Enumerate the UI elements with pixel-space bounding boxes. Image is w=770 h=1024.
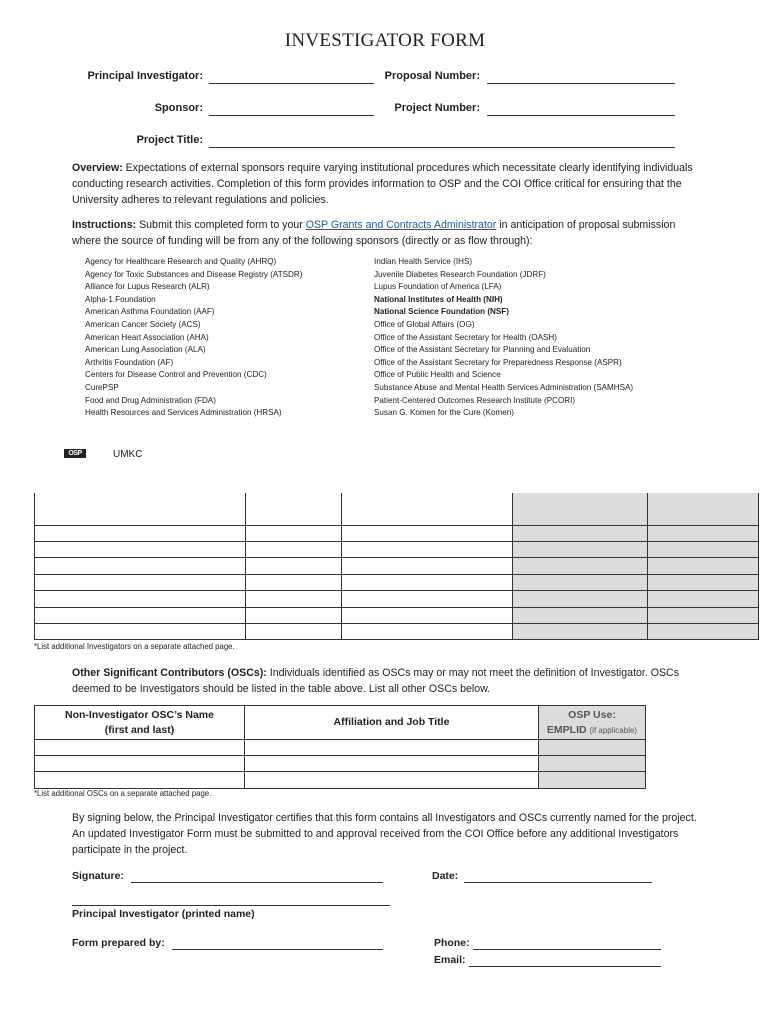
- osc-note: *List additional OSCs on a separate attached page.: [34, 789, 212, 798]
- instructions-pre: Submit this completed form to your: [136, 219, 306, 231]
- overview-paragraph: [72, 160, 702, 208]
- osc-label: Other Significant Contributors (OSCs):: [72, 667, 267, 679]
- proposal-number-input[interactable]: [487, 83, 675, 84]
- table-row: [35, 740, 646, 756]
- table-row: [35, 608, 759, 624]
- list-item: American Lung Association (ALA): [85, 345, 206, 355]
- list-item: Agency for Healthcare Research and Quality (AHRQ): [85, 257, 277, 266]
- list-item: Office of the Assistant Secretary for Planning and Evaluation: [374, 345, 591, 355]
- certification-paragraph: By signing below, the Principal Investigator certifies that this form contains all Investigators and OSCs currently named for the project. An updated Investigator Form must be submitted to and approval received from the COI Office before any additional Investigators participate in the project.: [72, 812, 697, 856]
- sponsor-list-left: [85, 256, 355, 420]
- osc-affiliation-header: Affiliation and Job Title: [245, 706, 539, 740]
- list-item: Alpha-1 Foundation: [85, 294, 156, 304]
- list-item: National Institutes of Health (NIH): [374, 294, 503, 304]
- list-item: Food and Drug Administration (FDA): [85, 395, 216, 405]
- list-item: CurePSP: [85, 382, 119, 392]
- instructions-label: Instructions:: [72, 219, 137, 231]
- list-item: Office of the Assistant Secretary for Preparedness Response (ASPR): [374, 357, 622, 367]
- osc-emplid-header: OSP Use: EMPLID (if applicable): [539, 706, 646, 740]
- list-item: Agency for Toxic Substances and Disease Registry (ATSDR): [85, 269, 303, 279]
- prepared-by-label: Form prepared by:: [72, 937, 165, 949]
- date-label: Date:: [432, 870, 459, 882]
- list-item: Susan G. Komen for the Cure (Komen): [374, 408, 514, 418]
- list-item: American Heart Association (AHA): [85, 332, 209, 342]
- email-label: Email:: [434, 954, 466, 966]
- sponsor-input[interactable]: [209, 115, 374, 116]
- list-item: Health Resources and Services Administration (HRSA): [85, 408, 282, 418]
- sponsor-label: Sponsor:: [154, 102, 203, 114]
- table-row: [35, 591, 759, 608]
- project-number-label: Project Number:: [394, 102, 480, 114]
- project-title-input[interactable]: [209, 147, 675, 148]
- osp-admin-link[interactable]: OSP Grants and Contracts Administrator: [305, 219, 497, 231]
- list-item: Office of the Assistant Secretary for Health (OASH): [374, 332, 557, 342]
- phone-label: Phone:: [434, 937, 470, 949]
- form-title: INVESTIGATOR FORM: [284, 30, 486, 51]
- instructions-paragraph: [72, 217, 702, 249]
- phone-input[interactable]: [473, 949, 661, 950]
- pi-label: Principal Investigator:: [87, 70, 203, 82]
- table-row: [35, 558, 759, 575]
- list-item: Arthritis Foundation (AF): [85, 357, 174, 367]
- signature-label: Signature:: [72, 870, 124, 882]
- pi-printed-name-label: Principal Investigator (printed name): [72, 908, 255, 920]
- table-row: [35, 756, 646, 772]
- table-row: [35, 575, 759, 591]
- list-item: Alliance for Lupus Research (ALR): [85, 282, 210, 292]
- overview-text: Expectations of external sponsors require varying institutional procedures which necessitate clearly identifying individuals conducting research activities. Completion of this form provides information to OSP and the COI Office critical for ensuring that the University adheres to relevant regulations and policies.: [72, 162, 693, 206]
- pi-input[interactable]: [209, 83, 374, 84]
- list-item: Centers for Disease Control and Prevention (CDC): [85, 370, 267, 380]
- osc-name-header: Non-Investigator OSC’s Name (first and last): [35, 706, 245, 740]
- project-number-input[interactable]: [487, 115, 675, 116]
- umkc-label: UMKC: [113, 449, 143, 460]
- list-item: Substance Abuse and Mental Health Services Administration (SAMHSA): [374, 382, 634, 392]
- investigators-table-wrap: [34, 493, 759, 641]
- table-row: [35, 624, 759, 640]
- email-input[interactable]: [469, 966, 661, 967]
- list-item: Office of Public Health and Science: [374, 370, 501, 380]
- list-item: Juvenile Diabetes Research Foundation (JDRF): [374, 269, 546, 279]
- list-item: Indian Health Service (IHS): [374, 257, 473, 266]
- list-item: Lupus Foundation of America (LFA): [374, 282, 502, 292]
- list-item: Patient-Centered Outcomes Research Institute (PCORI): [374, 395, 576, 405]
- sponsor-list-right: [374, 256, 694, 420]
- osc-text: Individuals identified as OSCs may or may not meet the definition of Investigator. OSCs deemed to be Investigators should be listed in the table above. List all other OSCs below.: [72, 667, 679, 695]
- list-item: American Asthma Foundation (AAF): [85, 307, 215, 317]
- project-title-label: Project Title:: [136, 134, 203, 146]
- list-item: American Cancer Society (ACS): [85, 319, 201, 329]
- table-row: [35, 772, 646, 789]
- signature-input[interactable]: [131, 882, 383, 883]
- list-item: National Science Foundation (NSF): [374, 307, 509, 317]
- pi-printed-name-input[interactable]: [72, 905, 390, 906]
- prepared-by-input[interactable]: [172, 949, 383, 950]
- instructions-post: in anticipation of proposal submission where the source of funding will be from any of the following sponsors (directly or as flow through):: [72, 219, 676, 247]
- list-item: Office of Global Affairs (OG): [374, 319, 475, 329]
- osp-logo: OSP: [64, 449, 86, 458]
- table-row: [35, 526, 759, 542]
- osc-table: [34, 705, 646, 789]
- table-row: [35, 542, 759, 558]
- proposal-number-label: Proposal Number:: [384, 70, 480, 82]
- investigators-note: *List additional Investigators on a separate attached page.: [34, 642, 235, 651]
- date-input[interactable]: [464, 882, 652, 883]
- osc-paragraph: [72, 665, 702, 697]
- investigators-table: [34, 493, 759, 640]
- overview-label: Overview:: [72, 162, 123, 174]
